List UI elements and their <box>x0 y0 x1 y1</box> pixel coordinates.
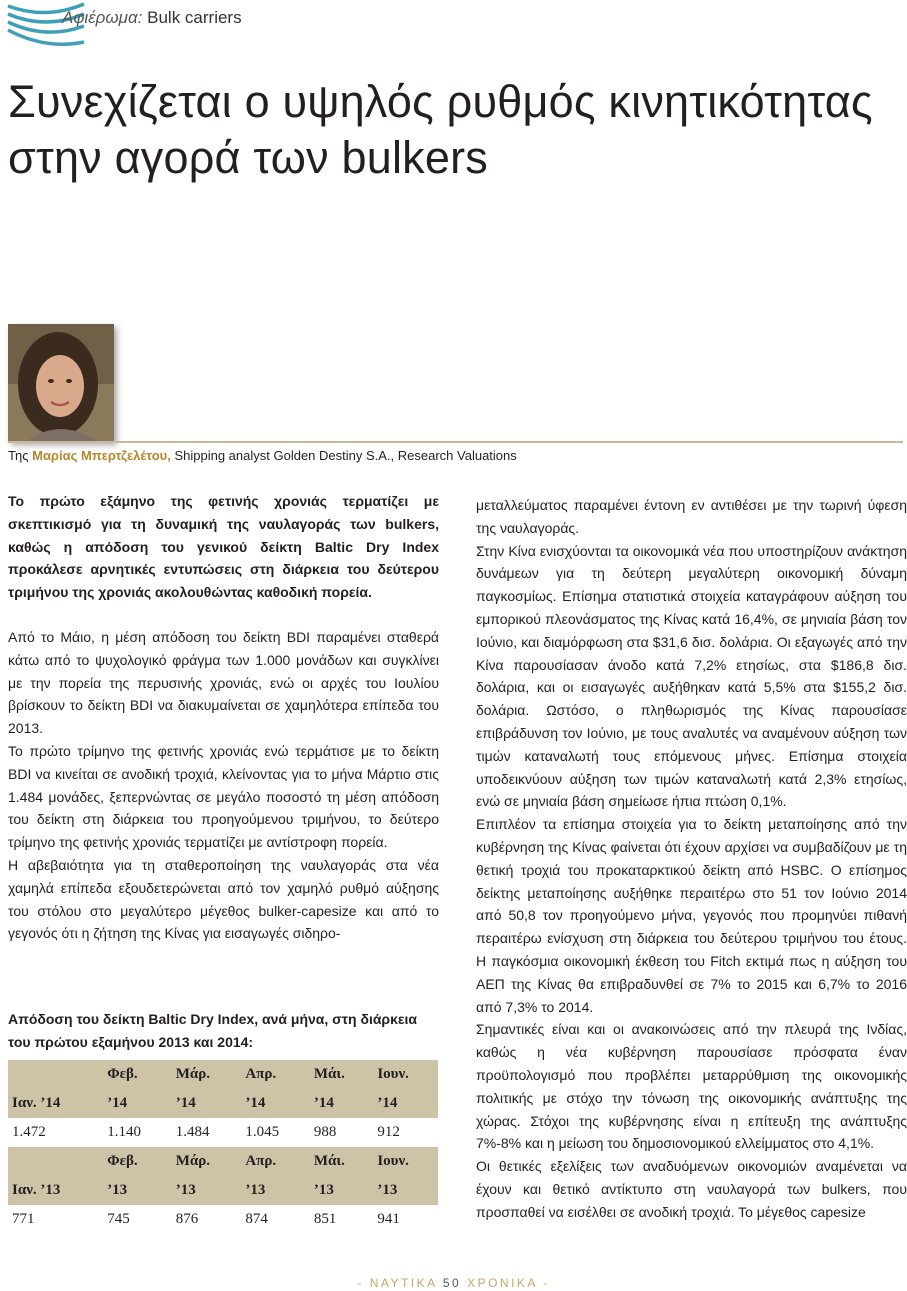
body-paragraph: Επιπλέον τα επίσημα στοιχεία για το δείκτη μεταποίησης από την κυβέρνηση της Κίνας φαίνεται ότι έχουν αρχίσει να συμβαδίζουν με τη θετική τροχιά του προκαταρκτικού δείκτη από HSBC. Ο επίσημος δείκτης μεταποίησης αυξήθηκε περαιτέρω στο 51 τον Ιούνιο 2014 από 50,8 τον προηγούμενο μήνα, γεγονός που προμηνύει πιθανή περαιτέρω ενίσχυση στη διάρκεια του δεύτερου τριμήνου του έτους. Η παγκόσμια οικονομική έκθεση του Fitch εκτιμά πως η αύξηση του ΑΕΠ της Κίνας θα επιβραδυνθεί σε 7% το 2015 και 6,7% το 2016 από 7,3% το 2014. <box>476 816 907 1015</box>
table-cell: ’13 <box>172 1176 242 1205</box>
table-cell: Μάι. <box>310 1147 373 1176</box>
table-cell: Απρ. <box>241 1060 310 1089</box>
table-cell: Μάρ. <box>172 1060 242 1089</box>
table-cell: 1.140 <box>103 1118 172 1147</box>
table-cell: ’14 <box>172 1089 242 1118</box>
table-row <box>8 1089 438 1118</box>
table-cell: 941 <box>373 1205 438 1234</box>
table-row <box>8 1176 438 1205</box>
table-cell: Απρ. <box>241 1147 310 1176</box>
author-affiliation: Shipping analyst Golden Destiny S.A., Research Valuations <box>174 448 517 463</box>
table-row <box>8 1118 438 1147</box>
byline-rule <box>8 441 903 443</box>
table-cell: ’13 <box>241 1176 310 1205</box>
title-line-2: στην αγορά των bulkers <box>8 132 488 183</box>
title-line-1: Συνεχίζεται ο υψηλός ρυθμός κινητικότητας <box>8 76 873 127</box>
page-footer <box>0 1276 907 1290</box>
table-cell <box>8 1147 103 1176</box>
table-cell <box>8 1060 103 1089</box>
table-cell: 876 <box>172 1205 242 1234</box>
table-cell: 1.484 <box>172 1118 242 1147</box>
section-prefix: Αφιέρωμα: <box>62 8 143 27</box>
table-cell: 1.472 <box>8 1118 103 1147</box>
table-caption: Απόδοση του δείκτη Baltic Dry Index, ανά μήνα, στη διάρκεια του πρώτου εξαμήνου 2013 και 2014: <box>8 1011 418 1050</box>
table-row <box>8 1147 438 1176</box>
footer-left: - ΝΑΥΤΙΚΑ <box>357 1276 438 1290</box>
author-photo <box>8 324 114 442</box>
article-title <box>8 74 873 186</box>
table-cell: ’14 <box>310 1089 373 1118</box>
section-topic: Bulk carriers <box>147 8 242 27</box>
table-cell: ’13 <box>310 1176 373 1205</box>
bdi-table <box>8 1060 438 1234</box>
body-paragraph: Από το Μάιο, η μέση απόδοση του δείκτη BDI παραμένει σταθερά κάτω από το ψυχολογικό φράγμα των 1.000 μονάδων και συγκλίνει με την πορεία της περυσινής χρονιάς, ενώ οι αρχές του Ιουλίου βρίσκουν το δείκτη BDI να διακυμαίνεται σε χαμηλότερα επίπεδα του 2013. <box>8 628 439 737</box>
body-paragraph: μεταλλεύματος παραμένει έντονη εν αντιθέσει με την τωρινή ύφεση της ναυλαγοράς. <box>476 497 907 536</box>
table-cell: Φεβ. <box>103 1060 172 1089</box>
page-number: 50 <box>442 1276 462 1290</box>
table-cell: 988 <box>310 1118 373 1147</box>
table-cell: 1.045 <box>241 1118 310 1147</box>
table-cell: ’13 <box>373 1176 438 1205</box>
byline <box>8 448 517 463</box>
section-label <box>62 8 242 28</box>
table-row <box>8 1205 438 1234</box>
table-cell: Ιουν. <box>373 1060 438 1089</box>
table-cell: Ιουν. <box>373 1147 438 1176</box>
body-paragraph: Σημαντικές είναι και οι ανακοινώσεις από την πλευρά της Ινδίας, καθώς η νέα κυβέρνηση παρουσίασε πρόσφατα έναν προϋπολογισμό που προβλέπει μεταρρύθμιση της οικονομικής πολιτικής με στόχο την τόνωση της οικονομικής ανάπτυξης της χώρας. Στόχοι της κυβέρνησης είναι η επίτευξη της ανάπτυξης 7%-8% και η μείωση του δημοσιονομικού ελλείμματος στο 4,1%. <box>476 1021 907 1152</box>
article-column-left <box>8 490 439 945</box>
footer-right: ΧΡΟΝΙΚΑ - <box>467 1276 550 1290</box>
table-row <box>8 1060 438 1089</box>
table-cell: 745 <box>103 1205 172 1234</box>
byline-prefix: Της <box>8 448 29 463</box>
table-cell: ’14 <box>241 1089 310 1118</box>
table-cell: 912 <box>373 1118 438 1147</box>
table-cell: ’13 <box>103 1176 172 1205</box>
article-column-right <box>476 494 907 1224</box>
table-cell: ’14 <box>373 1089 438 1118</box>
table-cell: 851 <box>310 1205 373 1234</box>
table-cell: ’14 <box>103 1089 172 1118</box>
body-paragraph: Οι θετικές εξελίξεις των αναδυόμενων οικονομιών αναμένεται να έχουν και θετικό αντίκτυπο στη ναυλαγορά των bulkers, που προσπαθεί να εισέλθει σε ανοδική τροχιά. Το μέγεθος capesize <box>476 1158 907 1220</box>
table-cell: Φεβ. <box>103 1147 172 1176</box>
lead-paragraph: Το πρώτο εξάμηνο της φετινής χρονιάς τερματίζει με σκεπτικισμό για τη δυναμική της ναυλαγοράς των bulkers, καθώς η απόδοση του γενικού δείκτη Baltic Dry Index προκάλεσε αρνητικές εντυπώσεις στη διάρκεια του δεύτερου τριμήνου της χρονιάς ακολουθώντας καθοδική πορεία. <box>8 493 439 601</box>
table-cell: Ιαν. ’13 <box>8 1176 103 1205</box>
table-cell: Μάρ. <box>172 1147 242 1176</box>
table-cell: 874 <box>241 1205 310 1234</box>
author-name: Μαρίας Μπερτζελέτου, <box>32 448 171 463</box>
table-cell: 771 <box>8 1205 103 1234</box>
body-paragraph: Η αβεβαιότητα για τη σταθεροποίηση της ναυλαγοράς στα νέα χαμηλά επίπεδα εξουδετερώνεται από τον χαμηλό ρυθμό αύξησης του στόλου στο μεγαλύτερο μέγεθος bulker-capesize και από το γεγονός ότι η ζήτηση της Κίνας για εισαγωγές σιδηρο- <box>8 856 439 942</box>
table-cell: Μάι. <box>310 1060 373 1089</box>
body-paragraph: Στην Κίνα ενισχύονται τα οικονομικά νέα που υποστηρίζουν ανάκτηση δυνάμεων για τη δεύτερη μεγαλύτερη οικονομική δύναμη παγκοσμίως. Επίσημα στατιστικά στοιχεία καταγράφουν αύξηση του εμπορικού πλεονάσματος της Κίνας κατά 16,4%, σε μηνιαία βάση τον Ιούνιο, και διαμόρφωση στα $31,6 δισ. δολάρια. Οι εξαγωγές από την Κίνα παρουσίασαν άνοδο κατά 7,2% ετησίως, στα $186,8 δισ. δολάρια, και οι εισαγωγές αυξήθηκαν κατά 5,5% στα $155,2 δισ. δολάρια. Ωστόσο, ο πληθωρισμός της Κίνας παρουσίασε επιβράδυνση τον Ιούνιο, με τους αναλυτές να αναμένουν αύξηση των τιμών καταναλωτή τους επόμενους μήνες. Επίσημα στοιχεία υποδεικνύουν αύξηση των τιμών καταναλωτή κατά 2,3% ετησίως, ενώ σε μηνιαία βάση σημείωσε ήπια πτώση 0,1%. <box>476 542 907 810</box>
table-cell: Ιαν. ’14 <box>8 1089 103 1118</box>
body-paragraph: Το πρώτο τρίμηνο της φετινής χρονιάς ενώ τερμάτισε με το δείκτη BDI να κινείται σε ανοδική τροχιά, κλείνοντας για το μήνα Μάρτιο στις 1.484 μονάδες, ξεπερνώντας σε μεγάλο ποσοστό τη μέση απόδοση του δείκτη στη διάρκεια του προηγούμενου τριμήνου, το δεύτερο τρίμηνο της φετινής χρονιάς τερματίζει με αντίστροφη πορεία. <box>8 742 439 851</box>
